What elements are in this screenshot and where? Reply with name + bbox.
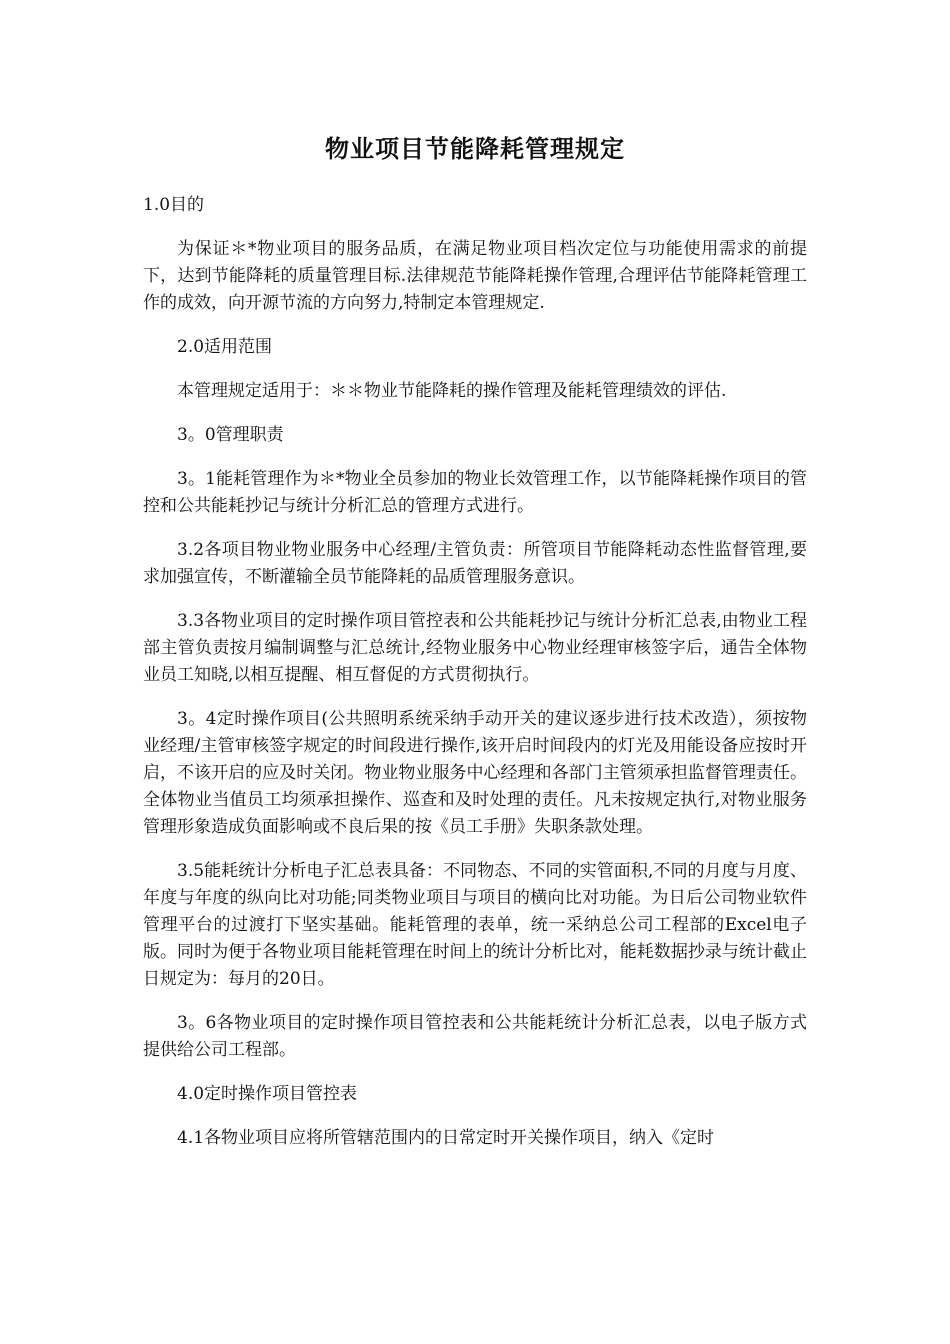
paragraph-3-2: 3.2各项目物业物业服务中心经理/主管负责：所管项目节能降耗动态性监督管理,要求加强宣传，不断灌输全员节能降耗的品质管理服务意识。: [143, 540, 807, 587]
paragraph-4-1: 4.1各物业项目应将所管辖范围内的日常定时开关操作项目，纳入《定时: [177, 1128, 715, 1148]
paragraph-purpose: 为保证＊*物业项目的服务品质，在满足物业项目档次定位与功能使用需求的前提下，达到节能降耗的质量管理目标.法律规范节能降耗操作管理,合理评估节能降耗管理工作的成效，向开源节流的方向努力,特制定本管理规定.: [143, 239, 807, 313]
document-body: [143, 192, 807, 1152]
paragraph-3-5: 3.5能耗统计分析电子汇总表具备：不同物态、不同的实管面积,不同的月度与月度、年度与年度的纵向比对功能;同类物业项目与项目的横向比对功能。为日后公司物业软件管理平台的过渡打下坚实基础。能耗管理的表单，统一采纳总公司工程部的Excel电子版。同时为便于各物业项目能耗管理在时间上的统计分析比对，能耗数据抄录与统计截止日规定为：每月的20日。: [143, 861, 807, 989]
section-heading-purpose: 1.0目的: [143, 195, 205, 215]
paragraph-3-3: 3.3各物业项目的定时操作项目管控表和公共能耗抄记与统计分析汇总表,由物业工程部主管负责按月编制调整与汇总统计,经物业服务中心物业经理审核签字后，通告全体物业员工知晓,以相互提醒、相互督促的方式贯彻执行。: [143, 611, 807, 685]
paragraph-3-4: 3。4定时操作项目(公共照明系统采纳手动开关的建议逐步进行技术改造），须按物业经理/主管审核签字规定的时间段进行操作,该开启时间段内的灯光及用能设备应按时开启，不该开启的应及时关闭。物业物业服务中心经理和各部门主管须承担监督管理责任。全体物业当值员工均须承担操作、巡查和及时处理的责任。凡未按规定执行,对物业服务管理形象造成负面影响或不良后果的按《员工手册》失职条款处理。: [143, 709, 807, 837]
document-title: 物业项目节能降耗管理规定: [325, 135, 625, 163]
paragraph-3-1: 3。1能耗管理作为＊*物业全员参加的物业长效管理工作，以节能降耗操作项目的管控和公共能耗抄记与统计分析汇总的管理方式进行。: [143, 469, 807, 516]
section-heading-control-table: 4.0定时操作项目管控表: [177, 1084, 358, 1104]
paragraph-scope: 本管理规定适用于：＊＊物业节能降耗的操作管理及能耗管理绩效的评估.: [177, 381, 727, 401]
section-heading-scope: 2.0适用范围: [177, 337, 273, 357]
section-heading-responsibilities: 3。0管理职责: [177, 425, 284, 445]
paragraph-3-6: 3。6各物业项目的定时操作项目管控表和公共能耗统计分析汇总表，以电子版方式提供给公司工程部。: [143, 1013, 807, 1060]
